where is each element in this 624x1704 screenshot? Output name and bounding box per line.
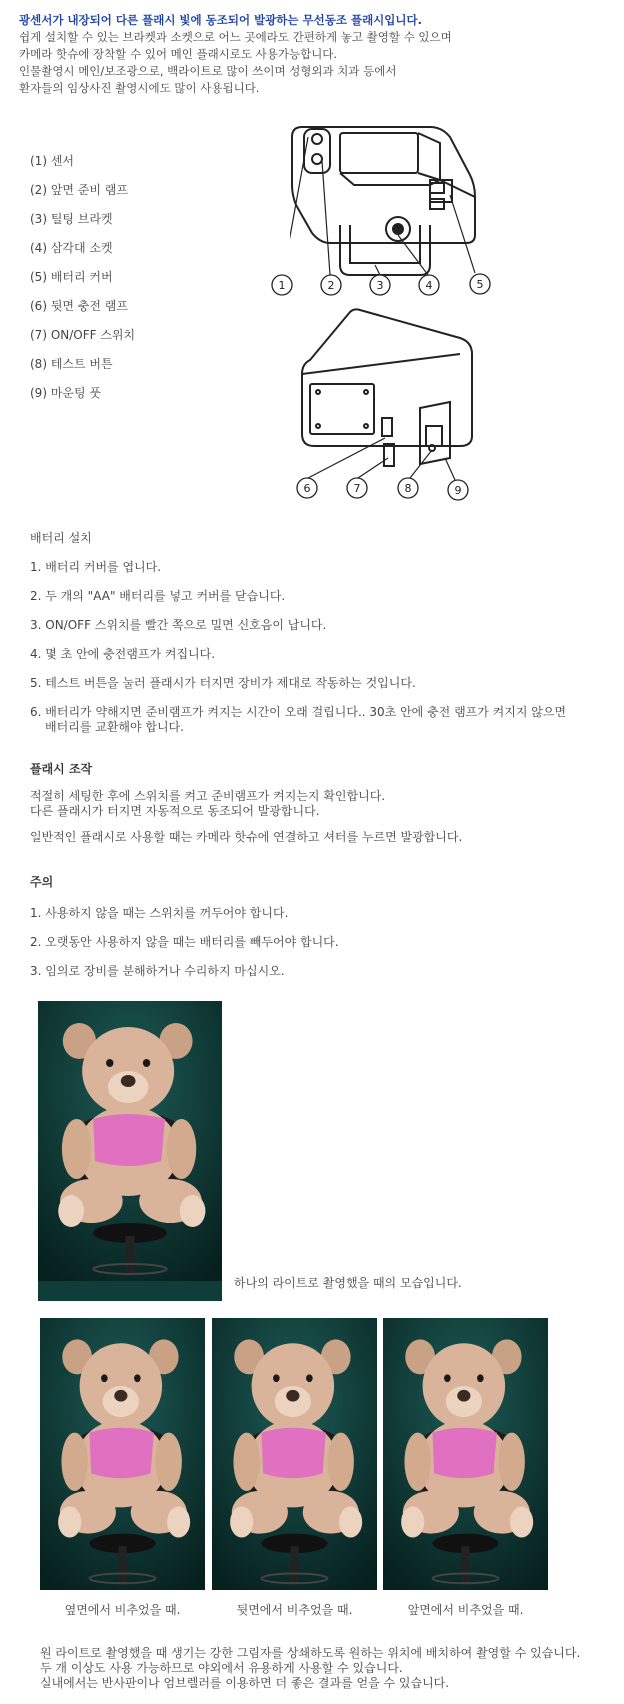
caution-item: 3. 임의로 장비를 분해하거나 수리하지 마십시오.: [30, 964, 285, 978]
callout-8: 8: [404, 482, 412, 495]
outro-text: [40, 1646, 580, 1691]
front-light-caption: 앞면에서 비추었을 때.: [407, 1603, 524, 1617]
side-light-photo: [40, 1318, 205, 1590]
flash-line: 일반적인 플래시로 사용할 때는 카메라 핫슈에 연결하고 셔터를 누르면 발광합니다.: [30, 830, 463, 844]
back-callouts: [295, 475, 475, 505]
intro-line: 인물촬영시 메인/보조광으로, 백라이트로 많이 쓰이며 성형외과 치과 등에서: [19, 64, 397, 78]
battery-step: 5. 테스트 버튼을 눌러 플래시가 터지면 장비가 제대로 작동하는 것입니다.: [30, 676, 416, 690]
callout-9: 9: [454, 484, 462, 497]
callout-1: 1: [278, 279, 286, 292]
battery-step: 4. 몇 초 안에 충전램프가 켜집니다.: [30, 647, 216, 661]
intro-line: 환자들의 임상사진 촬영시에도 많이 사용됩니다.: [19, 81, 260, 95]
battery-step: 2. 두 개의 "AA" 배터리를 넣고 커버를 닫습니다.: [30, 589, 286, 603]
part-item: (8) 테스트 버튼: [30, 357, 113, 371]
callout-4: 4: [425, 279, 433, 292]
part-item: (7) ON/OFF 스위치: [30, 328, 136, 342]
callout-2: 2: [327, 279, 335, 292]
single-light-caption: 하나의 라이트로 촬영했을 때의 모습입니다.: [234, 1276, 462, 1290]
callout-5: 5: [476, 278, 484, 291]
part-item: (2) 앞면 준비 램프: [30, 183, 128, 197]
callout-7: 7: [353, 482, 361, 495]
leader-line: [322, 161, 330, 275]
outro-line: 실내에서는 반사판이나 엄브렐러를 이용하면 더 좋은 결과를 얻을 수 있습니다.: [40, 1676, 450, 1690]
flash-title: 플래시 조작: [30, 762, 93, 776]
part-item: (6) 뒷면 충전 램프: [30, 299, 128, 313]
outro-line: 원 라이트로 촬영했을 때 생기는 강한 그림자를 상쇄하도록 원하는 위치에 배치하여 촬영할 수 있습니다.: [40, 1646, 581, 1660]
part-item: (5) 배터리 커버: [30, 270, 113, 284]
battery-step-cont: 배터리를 교환해야 합니다.: [45, 720, 184, 734]
outro-line: 두 개 이상도 사용 가능하므로 야외에서 유용하게 사용할 수 있습니다.: [40, 1661, 403, 1675]
battery-section: [30, 529, 566, 735]
part-item: (1) 센서: [30, 154, 74, 168]
flash-line: 적절히 세팅한 후에 스위치를 켜고 준비램프가 켜지는지 확인합니다.: [30, 789, 386, 803]
caution-section: [30, 873, 339, 991]
battery-step: 6. 배터리가 약해지면 준비램프가 켜지는 시간이 오래 걸립니다.. 30초 안에 충전 램프가 켜지지 않으면: [30, 705, 567, 719]
back-light-photo: [212, 1318, 377, 1590]
callout-3: 3: [376, 279, 384, 292]
part-item: (3) 틸팅 브라켓: [30, 212, 113, 226]
caution-item: 2. 오랫동안 사용하지 않을 때는 배터리를 빼두어야 합니다.: [30, 935, 339, 949]
caution-title: 주의: [30, 875, 54, 889]
intro-line: 카메라 핫슈에 장착할 수 있어 메인 플래시로도 사용가능합니다.: [19, 47, 338, 61]
flash-section: [30, 760, 462, 845]
intro-headline: 광센서가 내장되어 다른 플래시 빛에 동조되어 발광하는 무선동조 플래시입니다.: [19, 13, 422, 27]
part-item: (9) 마운팅 풋: [30, 386, 101, 400]
side-light-caption: 옆면에서 비추었을 때.: [64, 1603, 181, 1617]
intro-text: [19, 12, 452, 97]
front-callouts: [268, 270, 498, 300]
battery-step: 1. 배터리 커버를 엽니다.: [30, 560, 162, 574]
part-item: (4) 삼각대 소켓: [30, 241, 113, 255]
battery-step: 3. ON/OFF 스위치를 빨간 쪽으로 밀면 신호음이 납니다.: [30, 618, 327, 632]
back-light-caption: 뒷면에서 비추었을 때.: [236, 1603, 353, 1617]
battery-title: 배터리 설치: [30, 531, 92, 545]
leader-line: [450, 195, 475, 273]
flash-line: 다른 플래시가 터지면 자동적으로 동조되어 발광합니다.: [30, 804, 320, 818]
callout-6: 6: [303, 482, 311, 495]
parts-list: [30, 152, 135, 413]
leader-line: [398, 235, 428, 275]
intro-line: 쉽게 설치할 수 있는 브라켓과 소켓으로 어느 곳에라도 간편하게 놓고 촬영할 수 있으며: [19, 30, 452, 44]
caution-item: 1. 사용하지 않을 때는 스위치를 꺼두어야 합니다.: [30, 906, 289, 920]
single-light-photo: [38, 1001, 222, 1301]
front-light-photo: [383, 1318, 548, 1590]
